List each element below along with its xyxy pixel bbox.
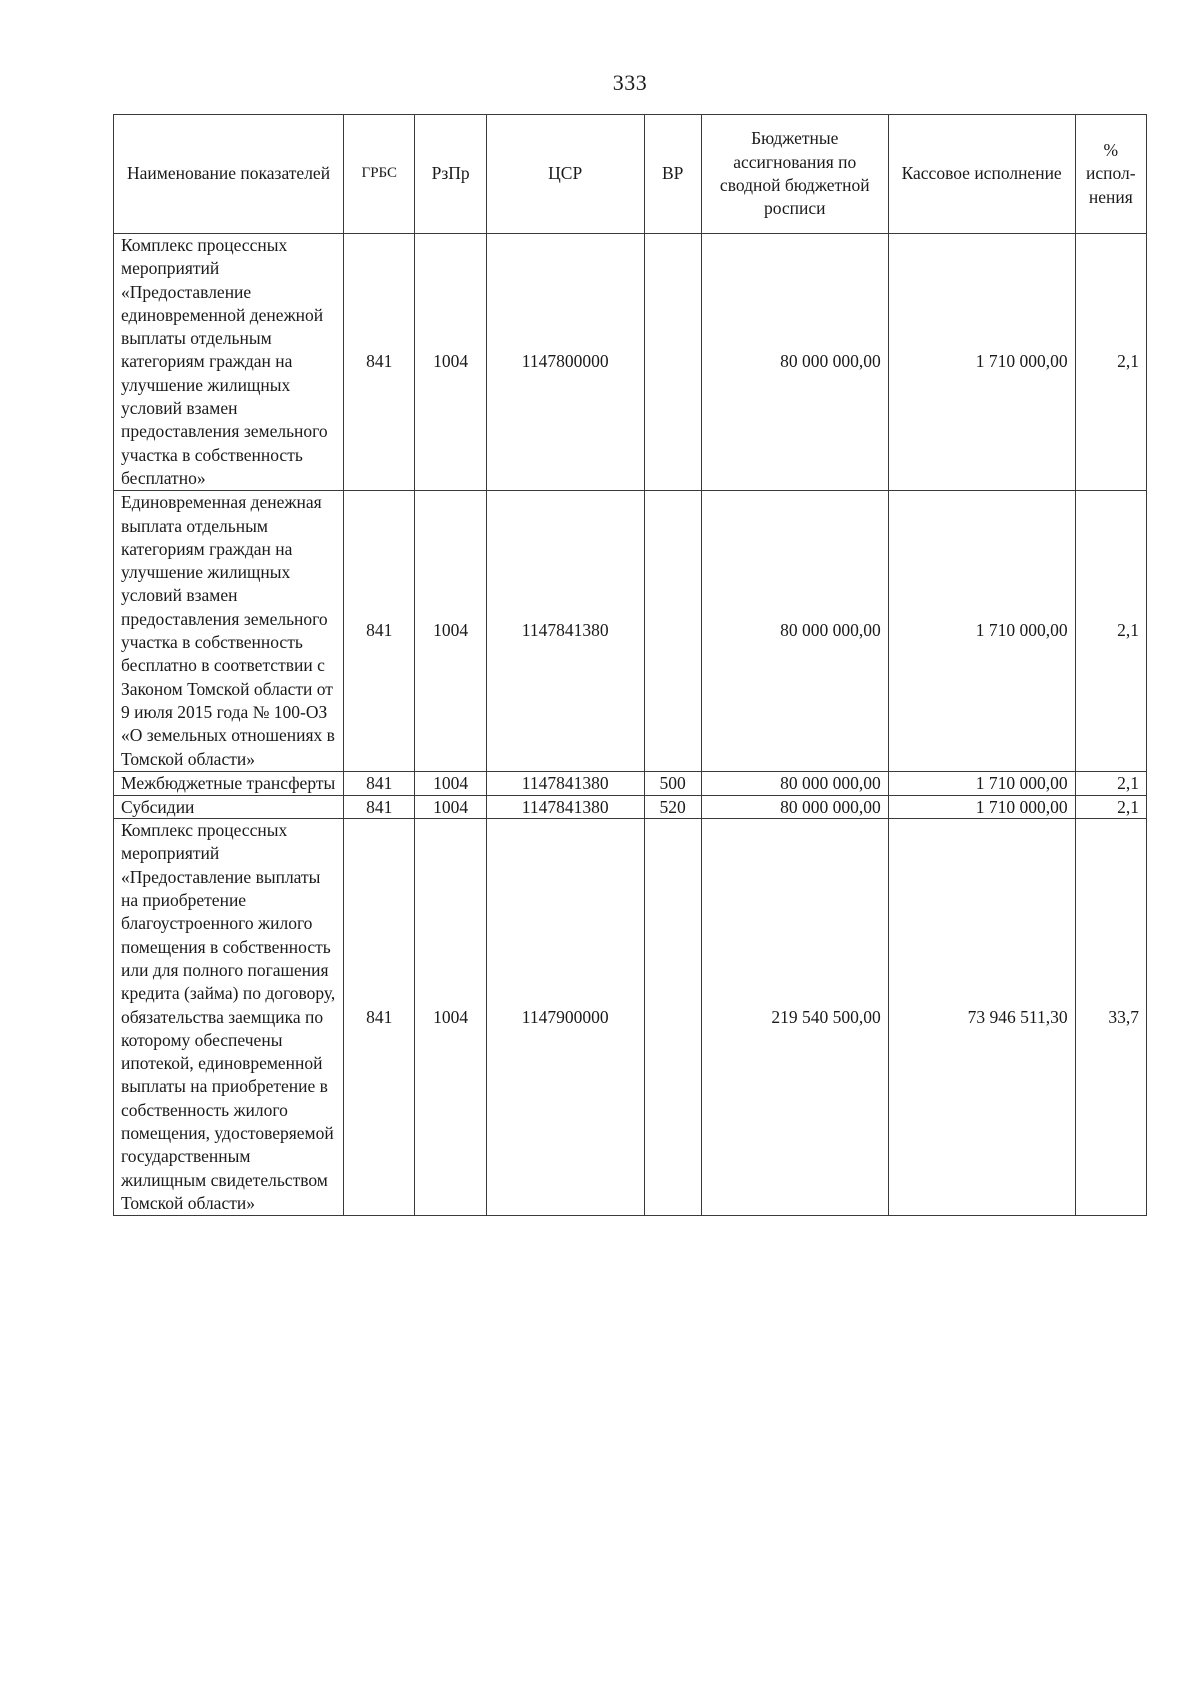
row-csr: 1147841380 [486, 771, 644, 795]
row-cash: 1 710 000,00 [888, 491, 1075, 772]
row-budget: 219 540 500,00 [701, 819, 888, 1216]
row-cash: 1 710 000,00 [888, 234, 1075, 491]
row-rzpr: 1004 [415, 491, 486, 772]
row-csr: 1147841380 [486, 491, 644, 772]
row-vr [644, 491, 701, 772]
header-grbs: ГРБС [344, 115, 415, 234]
row-rzpr: 1004 [415, 796, 486, 819]
header-vr: ВР [644, 115, 701, 234]
row-rzpr: 1004 [415, 819, 486, 1216]
row-vr: 500 [644, 771, 701, 795]
row-percent: 2,1 [1075, 234, 1146, 491]
row-csr: 1147841380 [486, 796, 644, 819]
row-percent: 2,1 [1075, 771, 1146, 795]
budget-execution-table [113, 114, 1147, 1216]
row-cash: 1 710 000,00 [888, 796, 1075, 819]
row-percent: 33,7 [1075, 819, 1146, 1216]
row-grbs: 841 [344, 234, 415, 491]
table-header-row [114, 115, 1147, 234]
row-name: Единовременная денежная выплата отдельным категориям граждан на улучшение жилищных условий взамен предоставления земельного участка в собственность бесплатно в соответствии с Законом Томской области от 9 июля 2015 года № 100-ОЗ «О земельных отношениях в Томской области» [114, 491, 344, 772]
row-name: Межбюджетные трансферты [114, 771, 344, 795]
row-name: Комплекс процессных мероприятий «Предоставление единовременной денежной выплаты отдельным категориям граждан на улучшение жилищных условий взамен предоставления земельного участка в собственность бесплатно» [114, 234, 344, 491]
row-budget: 80 000 000,00 [701, 234, 888, 491]
row-percent: 2,1 [1075, 796, 1146, 819]
page-number: 333 [612, 70, 648, 95]
row-name: Комплекс процессных мероприятий «Предоставление выплаты на приобретение благоустроенного жилого помещения в собственность или для полного погашения кредита (займа) по договору, обязательства заемщика по которому обеспечены ипотекой, единовременной выплаты на приобретение в собственность жилого помещения, удостоверяемой государственным жилищным свидетельством Томской области» [114, 819, 344, 1216]
table-row [114, 491, 1147, 772]
row-grbs: 841 [344, 491, 415, 772]
header-rzpr: РзПр [415, 115, 486, 234]
table-row [114, 234, 1147, 491]
row-budget: 80 000 000,00 [701, 796, 888, 819]
table-row [114, 771, 1147, 795]
row-budget: 80 000 000,00 [701, 491, 888, 772]
header-csr: ЦСР [486, 115, 644, 234]
header-budget: Бюджетные ассигнования по сводной бюджетной росписи [701, 115, 888, 234]
header-name: Наименование показателей [114, 115, 344, 234]
table-row [114, 819, 1147, 1216]
row-csr: 1147900000 [486, 819, 644, 1216]
row-grbs: 841 [344, 796, 415, 819]
row-rzpr: 1004 [415, 771, 486, 795]
table-row [114, 796, 1147, 819]
row-rzpr: 1004 [415, 234, 486, 491]
row-grbs: 841 [344, 819, 415, 1216]
row-grbs: 841 [344, 771, 415, 795]
row-name: Субсидии [114, 796, 344, 819]
row-cash: 1 710 000,00 [888, 771, 1075, 795]
row-vr [644, 819, 701, 1216]
row-cash: 73 946 511,30 [888, 819, 1075, 1216]
row-percent: 2,1 [1075, 491, 1146, 772]
row-csr: 1147800000 [486, 234, 644, 491]
row-budget: 80 000 000,00 [701, 771, 888, 795]
header-percent: % испол-нения [1075, 115, 1146, 234]
row-vr [644, 234, 701, 491]
row-vr: 520 [644, 796, 701, 819]
header-cash: Кассовое исполнение [888, 115, 1075, 234]
